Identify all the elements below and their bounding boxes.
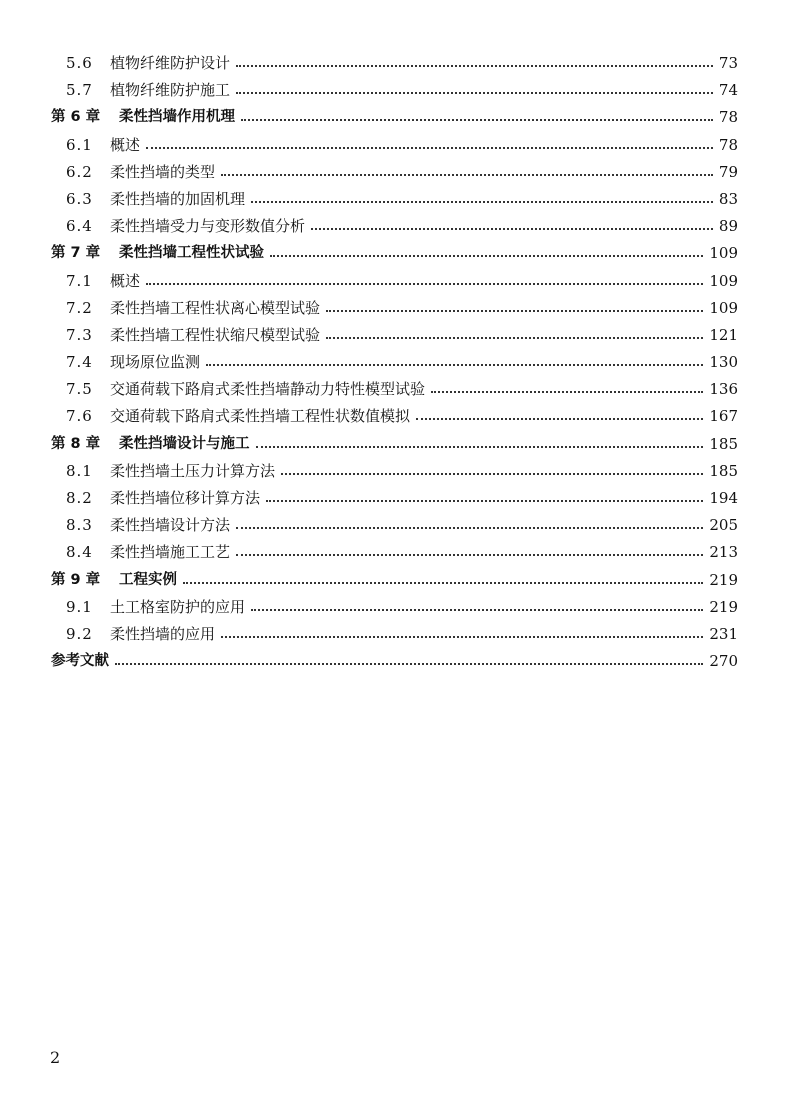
toc-entry-label	[66, 512, 230, 539]
toc-section-entry	[0, 349, 790, 376]
toc-entry-title: 交通荷载下路肩式柔性挡墙工程性状数值模拟	[110, 407, 411, 426]
toc-section-entry	[0, 376, 790, 403]
dot-leader	[236, 92, 713, 94]
dot-leader	[183, 582, 703, 584]
toc-entry-page: 89	[715, 213, 738, 240]
toc-entry-label	[51, 648, 109, 675]
toc-entry-title: 参考文献	[51, 653, 109, 670]
dot-leader	[416, 418, 703, 420]
toc-entry-title: 柔性挡墙位移计算方法	[110, 489, 261, 507]
toc-entry-page: 194	[705, 485, 738, 512]
dot-leader	[431, 391, 703, 393]
toc-entry-page: 185	[705, 431, 738, 458]
toc-entry-label	[51, 567, 177, 594]
toc-entry-page: 130	[705, 349, 738, 376]
toc-entry-page: 231	[705, 621, 738, 648]
dot-leader	[146, 147, 713, 149]
toc-section-entry	[0, 621, 790, 648]
toc-entry-number: 7.4	[66, 353, 93, 372]
toc-entry-title: 柔性挡墙施工工艺	[110, 543, 231, 562]
toc-entry-label	[51, 104, 235, 131]
toc-entry-number: 9.2	[66, 624, 93, 643]
toc-entry-label	[66, 132, 140, 159]
toc-entry-title: 植物纤维防护施工	[110, 81, 231, 100]
toc-section-entry	[0, 77, 790, 104]
toc-entry-page: 219	[705, 567, 738, 594]
toc-entry-title: 现场原位监测	[110, 353, 201, 372]
toc-chapter-entry	[0, 431, 790, 458]
toc-section-entry	[0, 512, 790, 539]
dot-leader	[206, 364, 703, 366]
toc-entry-number: 第 7 章	[51, 245, 101, 262]
toc-entry-title: 土工格室防护的应用	[110, 597, 246, 616]
toc-entry-label	[66, 213, 305, 240]
toc-entry-number: 7.1	[66, 271, 93, 290]
toc-entry-number: 第 8 章	[51, 435, 101, 452]
toc-entry-page: 109	[705, 295, 738, 322]
toc-entry-label	[66, 50, 230, 77]
toc-entry-page: 136	[705, 376, 738, 403]
toc-entry-title: 柔性挡墙设计方法	[110, 516, 231, 535]
dot-leader	[256, 446, 703, 448]
toc-entry-number: 6.3	[66, 189, 93, 208]
toc-chapter-entry	[0, 104, 790, 131]
toc-entry-page: 74	[715, 77, 738, 104]
dot-leader	[221, 174, 713, 176]
toc-entry-label	[51, 431, 250, 458]
toc-entry-number: 8.1	[66, 461, 93, 480]
toc-entry-page: 167	[705, 403, 738, 430]
toc-entry-title: 概述	[110, 271, 141, 290]
toc-entry-number: 9.1	[66, 597, 93, 616]
toc-entry-page: 78	[715, 104, 738, 131]
toc-chapter-entry	[0, 240, 790, 267]
dot-leader	[146, 283, 703, 285]
dot-leader	[281, 473, 703, 475]
toc-section-entry	[0, 322, 790, 349]
table-of-contents	[0, 50, 790, 675]
toc-section-entry	[0, 186, 790, 213]
toc-entry-title: 柔性挡墙工程性状试验	[119, 245, 264, 262]
toc-section-entry	[0, 213, 790, 240]
toc-section-entry	[0, 594, 790, 621]
dot-leader	[236, 65, 713, 67]
toc-entry-page: 213	[705, 539, 738, 566]
toc-entry-title: 柔性挡墙工程性状离心模型试验	[110, 298, 321, 317]
toc-entry-number: 8.3	[66, 516, 93, 535]
dot-leader	[251, 201, 713, 203]
toc-section-entry	[0, 539, 790, 566]
toc-entry-page: 73	[715, 50, 738, 77]
toc-entry-title: 柔性挡墙的应用	[110, 624, 216, 643]
toc-entry-number: 第 9 章	[51, 571, 101, 588]
toc-entry-label	[66, 186, 245, 213]
toc-section-entry	[0, 50, 790, 77]
toc-entry-number: 5.7	[66, 81, 93, 100]
toc-entry-number: 第 6 章	[51, 109, 101, 126]
toc-entry-page: 78	[715, 132, 738, 159]
toc-entry-page: 109	[705, 240, 738, 267]
toc-entry-title: 工程实例	[119, 571, 177, 588]
toc-section-entry	[0, 403, 790, 430]
toc-entry-number: 7.2	[66, 298, 93, 317]
toc-entry-title: 交通荷载下路肩式柔性挡墙静动力特性模型试验	[110, 380, 426, 399]
toc-section-entry	[0, 159, 790, 186]
toc-entry-label	[66, 322, 320, 349]
toc-entry-label	[66, 621, 215, 648]
toc-entry-page: 205	[705, 512, 738, 539]
toc-entry-title: 植物纤维防护设计	[110, 54, 231, 72]
dot-leader	[115, 663, 703, 665]
toc-entry-number: 6.1	[66, 135, 93, 154]
toc-section-entry	[0, 295, 790, 322]
toc-section-entry	[0, 268, 790, 295]
dot-leader	[221, 636, 703, 638]
toc-entry-title: 柔性挡墙的加固机理	[110, 189, 246, 208]
toc-entry-page: 79	[715, 159, 738, 186]
toc-entry-label	[51, 240, 264, 267]
toc-entry-label	[66, 159, 215, 186]
toc-entry-label	[66, 403, 410, 430]
toc-entry-title: 概述	[110, 135, 141, 154]
toc-entry-number: 8.4	[66, 543, 93, 562]
toc-entry-title: 柔性挡墙受力与变形数值分析	[110, 217, 306, 236]
toc-section-entry	[0, 485, 790, 512]
dot-leader	[236, 554, 703, 556]
toc-entry-label	[66, 77, 230, 104]
toc-entry-number: 8.2	[66, 489, 93, 507]
dot-leader	[270, 255, 703, 257]
toc-entry-label	[66, 268, 140, 295]
toc-entry-label	[66, 594, 245, 621]
page-number: 2	[50, 1048, 61, 1067]
toc-entry-number: 6.2	[66, 162, 93, 181]
toc-entry-label	[66, 539, 230, 566]
toc-entry-title: 柔性挡墙土压力计算方法	[110, 461, 276, 480]
toc-entry-label	[66, 458, 275, 485]
dot-leader	[241, 119, 713, 121]
dot-leader	[251, 609, 703, 611]
toc-entry-number: 7.5	[66, 380, 93, 399]
toc-entry-label	[66, 376, 425, 403]
toc-entry-page: 83	[715, 186, 738, 213]
toc-entry-page: 270	[705, 648, 738, 675]
toc-section-entry	[0, 458, 790, 485]
toc-entry-page: 109	[705, 268, 738, 295]
toc-entry-label	[66, 295, 320, 322]
toc-entry-page: 219	[705, 594, 738, 621]
toc-entry-title: 柔性挡墙设计与施工	[119, 435, 250, 452]
toc-entry-number: 7.3	[66, 325, 93, 344]
toc-chapter-entry	[0, 648, 790, 675]
dot-leader	[326, 310, 703, 312]
toc-entry-page: 121	[705, 322, 738, 349]
toc-entry-label	[66, 485, 260, 512]
toc-entry-title: 柔性挡墙作用机理	[119, 109, 235, 126]
dot-leader	[236, 527, 703, 529]
toc-entry-label	[66, 349, 200, 376]
dot-leader	[326, 337, 703, 339]
toc-entry-page: 185	[705, 458, 738, 485]
toc-entry-title: 柔性挡墙工程性状缩尺模型试验	[110, 325, 321, 344]
toc-entry-number: 5.6	[66, 54, 93, 72]
toc-entry-number: 6.4	[66, 217, 93, 236]
dot-leader	[266, 500, 703, 502]
toc-entry-number: 7.6	[66, 407, 93, 426]
dot-leader	[311, 228, 713, 230]
toc-chapter-entry	[0, 567, 790, 594]
toc-entry-title: 柔性挡墙的类型	[110, 162, 216, 181]
toc-section-entry	[0, 132, 790, 159]
